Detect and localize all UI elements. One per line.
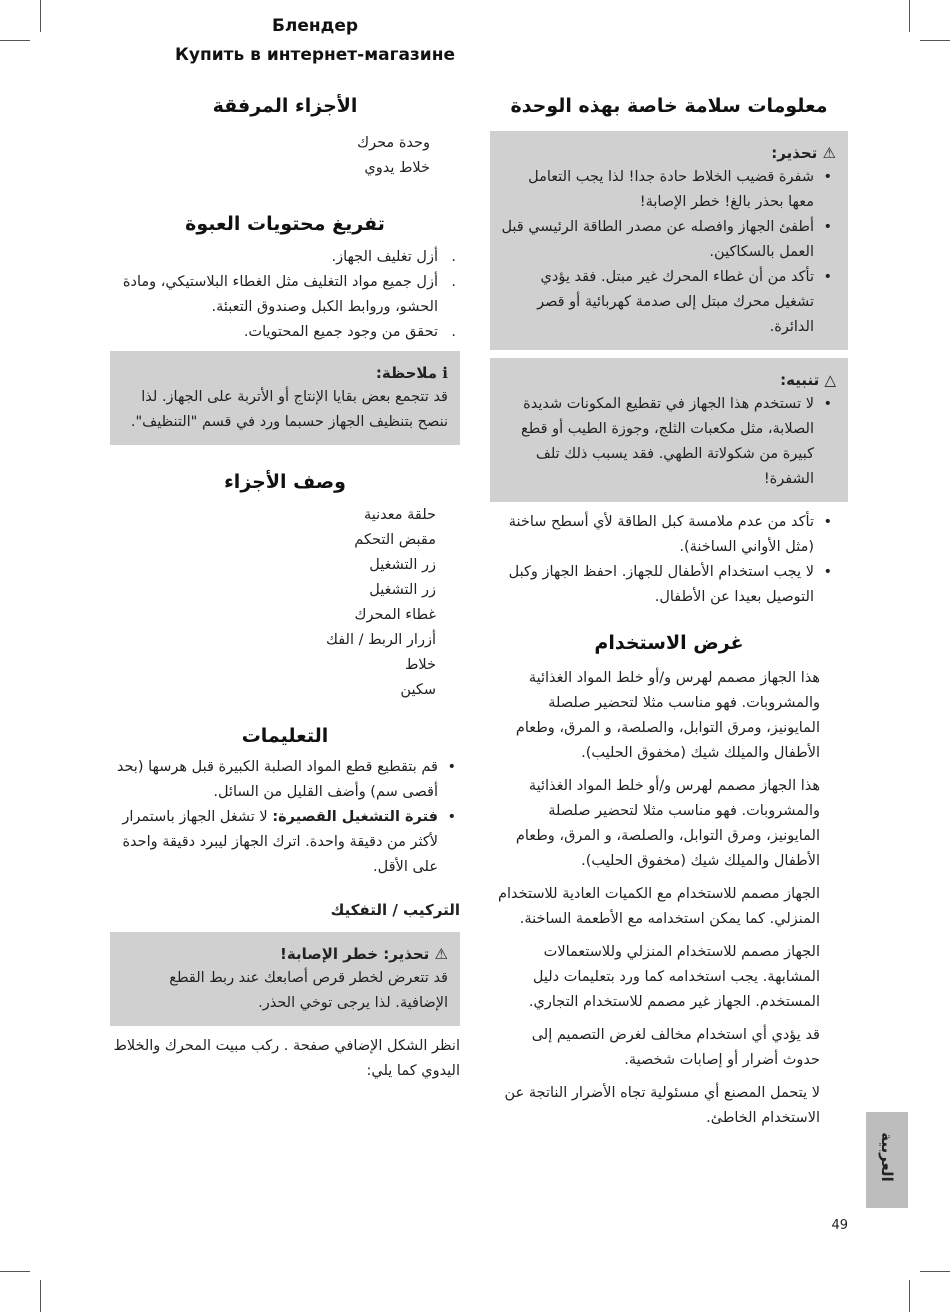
note-box [110,351,460,445]
warning-heading: تحذير: [771,144,818,162]
list-item: • تأكد من عدم ملامسة كبل الطاقة لأي أسطح ساخنة (مثل الأواني الساخنة). [490,510,814,560]
list-item: حلقة معدنية [363,507,436,523]
list-item: سكين [400,682,436,698]
note-heading: ملاحظة: [375,364,438,382]
paragraph: لا يتحمل المصنع أي مسئولية تجاه الأضرار الناتجة عن الاستخدام الخاطئ. [504,1085,820,1126]
warning-triangle-icon: ⚠ [434,945,448,963]
header-subtitle: Купить в интернет-магазине [174,45,455,65]
crop-mark [920,1271,950,1272]
note-text: قد تتجمع بعض بقايا الإنتاج أو الأتربة على الجهاز. لذا ننصح بتنظيف الجهاز حسبما ورد في قسم "التنظيف". [130,389,448,430]
safety-title: معلومات سلامة خاصة بهذه الوحدة [510,95,828,117]
list-item: زر التشغيل [369,582,436,598]
assembly-text: انظر الشكل الإضافي صفحة . ركب مبيت المحرك والخلاط اليدوي كما يلي: [113,1038,460,1079]
unpack-list [110,245,460,345]
list-item: • تأكد من أن غطاء المحرك غير مبتل. فقد يؤدي تشغيل محرك مبتل إلى صدمة كهربائية أو قصر الدائرة. [500,265,814,340]
crop-mark [909,0,910,32]
list-item: أزرار الربط / الفك [325,632,436,648]
warning-box [490,131,848,350]
accessories-list [110,131,460,181]
list-item: . أزل جميع مواد التغليف مثل الغطاء البلاستيكي، ومادة الحشو، وروابط الكبل وصندوق التعبئة. [110,270,438,320]
parts-title: وصف الأجزاء [224,471,346,493]
assembly-warning-text: قد تتعرض لخطر قرص أصابعك عند ربط القطع الإضافية. لذا يرجى توخي الحذر. [169,970,448,1011]
list-item: • أطفئ الجهاز وافصله عن مصدر الطاقة الرئيسي قبل العمل بالسكاكين. [500,215,814,265]
left-column [110,95,460,1084]
paragraph: هذا الجهاز مصمم لهرس و/أو خلط المواد الغذائية والمشروبات. فهو مناسب مثلا لتحضير صلصلة المايونيز، ومرق التوابل، والصلصة، و المرق، وطعام الأطفال والميلك شيك (مخفوق الحليب). [515,670,820,761]
crop-mark [40,0,41,32]
crop-mark [920,40,950,41]
assembly-warning-box [110,932,460,1026]
list-item: • شفرة قضيب الخلاط حادة جدا! لذا يجب التعامل معها بحذر بالغ! خطر الإصابة! [500,165,814,215]
assembly-title: التركيب / التفكيك [330,901,460,919]
purpose-title: غرض الاستخدام [594,632,744,654]
list-item: وحدة محرك [357,135,430,151]
page-number: 49 [831,1218,848,1233]
crop-mark [0,40,30,41]
unpack-title: تفريغ محتويات العبوة [185,213,385,235]
paragraph: الجهاز مصمم للاستخدام مع الكميات العادية للاستخدام المنزلي. كما يمكن استخدامه مع الأطعمة الساخنة. [498,886,820,927]
list-item: خلاط يدوي [364,160,430,176]
purpose-text [490,666,848,1131]
list-item: غطاء المحرك [354,607,436,623]
crop-mark [0,1271,30,1272]
assembly-warning-heading: تحذير: خطر الإصابة! [280,945,430,963]
caution-triangle-icon: △ [824,371,836,389]
header-title: Блендер [271,16,359,36]
list-item: مقبض التحكم [354,532,436,548]
list-item: . تحقق من وجود جميع المحتويات. [110,320,438,345]
accessories-title: الأجزاء المرفقة [212,95,358,117]
paragraph: هذا الجهاز مصمم لهرس و/أو خلط المواد الغذائية والمشروبات. فهو مناسب مثلا لتحضير صلصلة المايونيز، ومرق التوابل، والصلصة، و المرق، وطعام الأطفال والميلك شيك (مخفوق الحليب). [515,778,820,869]
instructions-title: التعليمات [241,725,329,747]
language-label: العربية [878,1132,896,1182]
paragraph: قد يؤدي أي استخدام مخالف لغرض التصميم إلى حدوث أضرار أو إصابات شخصية. [531,1027,820,1068]
list-item: • فترة التشغيل القصيرة: لا تشغل الجهاز باستمرار لأكثر من دقيقة واحدة. اترك الجهاز ليبرد دقيقة واحدة على الأقل. [110,805,438,880]
list-item: خلاط [404,657,436,673]
extra-safety-list [490,510,848,610]
parts-list [110,503,460,703]
list-item: • لا يجب استخدام الأطفال للجهاز. احفظ الجهاز وكبل التوصيل بعيدا عن الأطفال. [490,560,814,610]
warning-triangle-icon: ⚠ [822,144,836,162]
language-tab [866,1112,908,1208]
instructions-list [110,755,460,880]
right-column [490,95,848,1131]
list-item: • قم بتقطيع قطع المواد الصلبة الكبيرة قبل هرسها (بحد أقصى سم) وأضف القليل من السائل. [110,755,438,805]
caution-heading: تنبيه: [780,371,820,389]
info-icon: ℹ [442,364,448,382]
list-item: • لا تستخدم هذا الجهاز في تقطيع المكونات شديدة الصلابة، مثل مكعبات الثلج، وجوزة الطيب أو قطع كبيرة من شكولاتة الطهي. فقد يسبب ذلك تلف الشفرة! [500,392,814,492]
crop-mark [40,1280,41,1312]
list-item: زر التشغيل [369,557,436,573]
caution-box [490,358,848,502]
list-item: . أزل تغليف الجهاز. [110,245,438,270]
paragraph: الجهاز مصمم للاستخدام المنزلي وللاستعمالات المشابهة. يجب استخدامه كما ورد بتعليمات دليل المستخدم. الجهاز غير مصمم للاستخدام التجاري. [528,944,820,1010]
crop-mark [909,1280,910,1312]
